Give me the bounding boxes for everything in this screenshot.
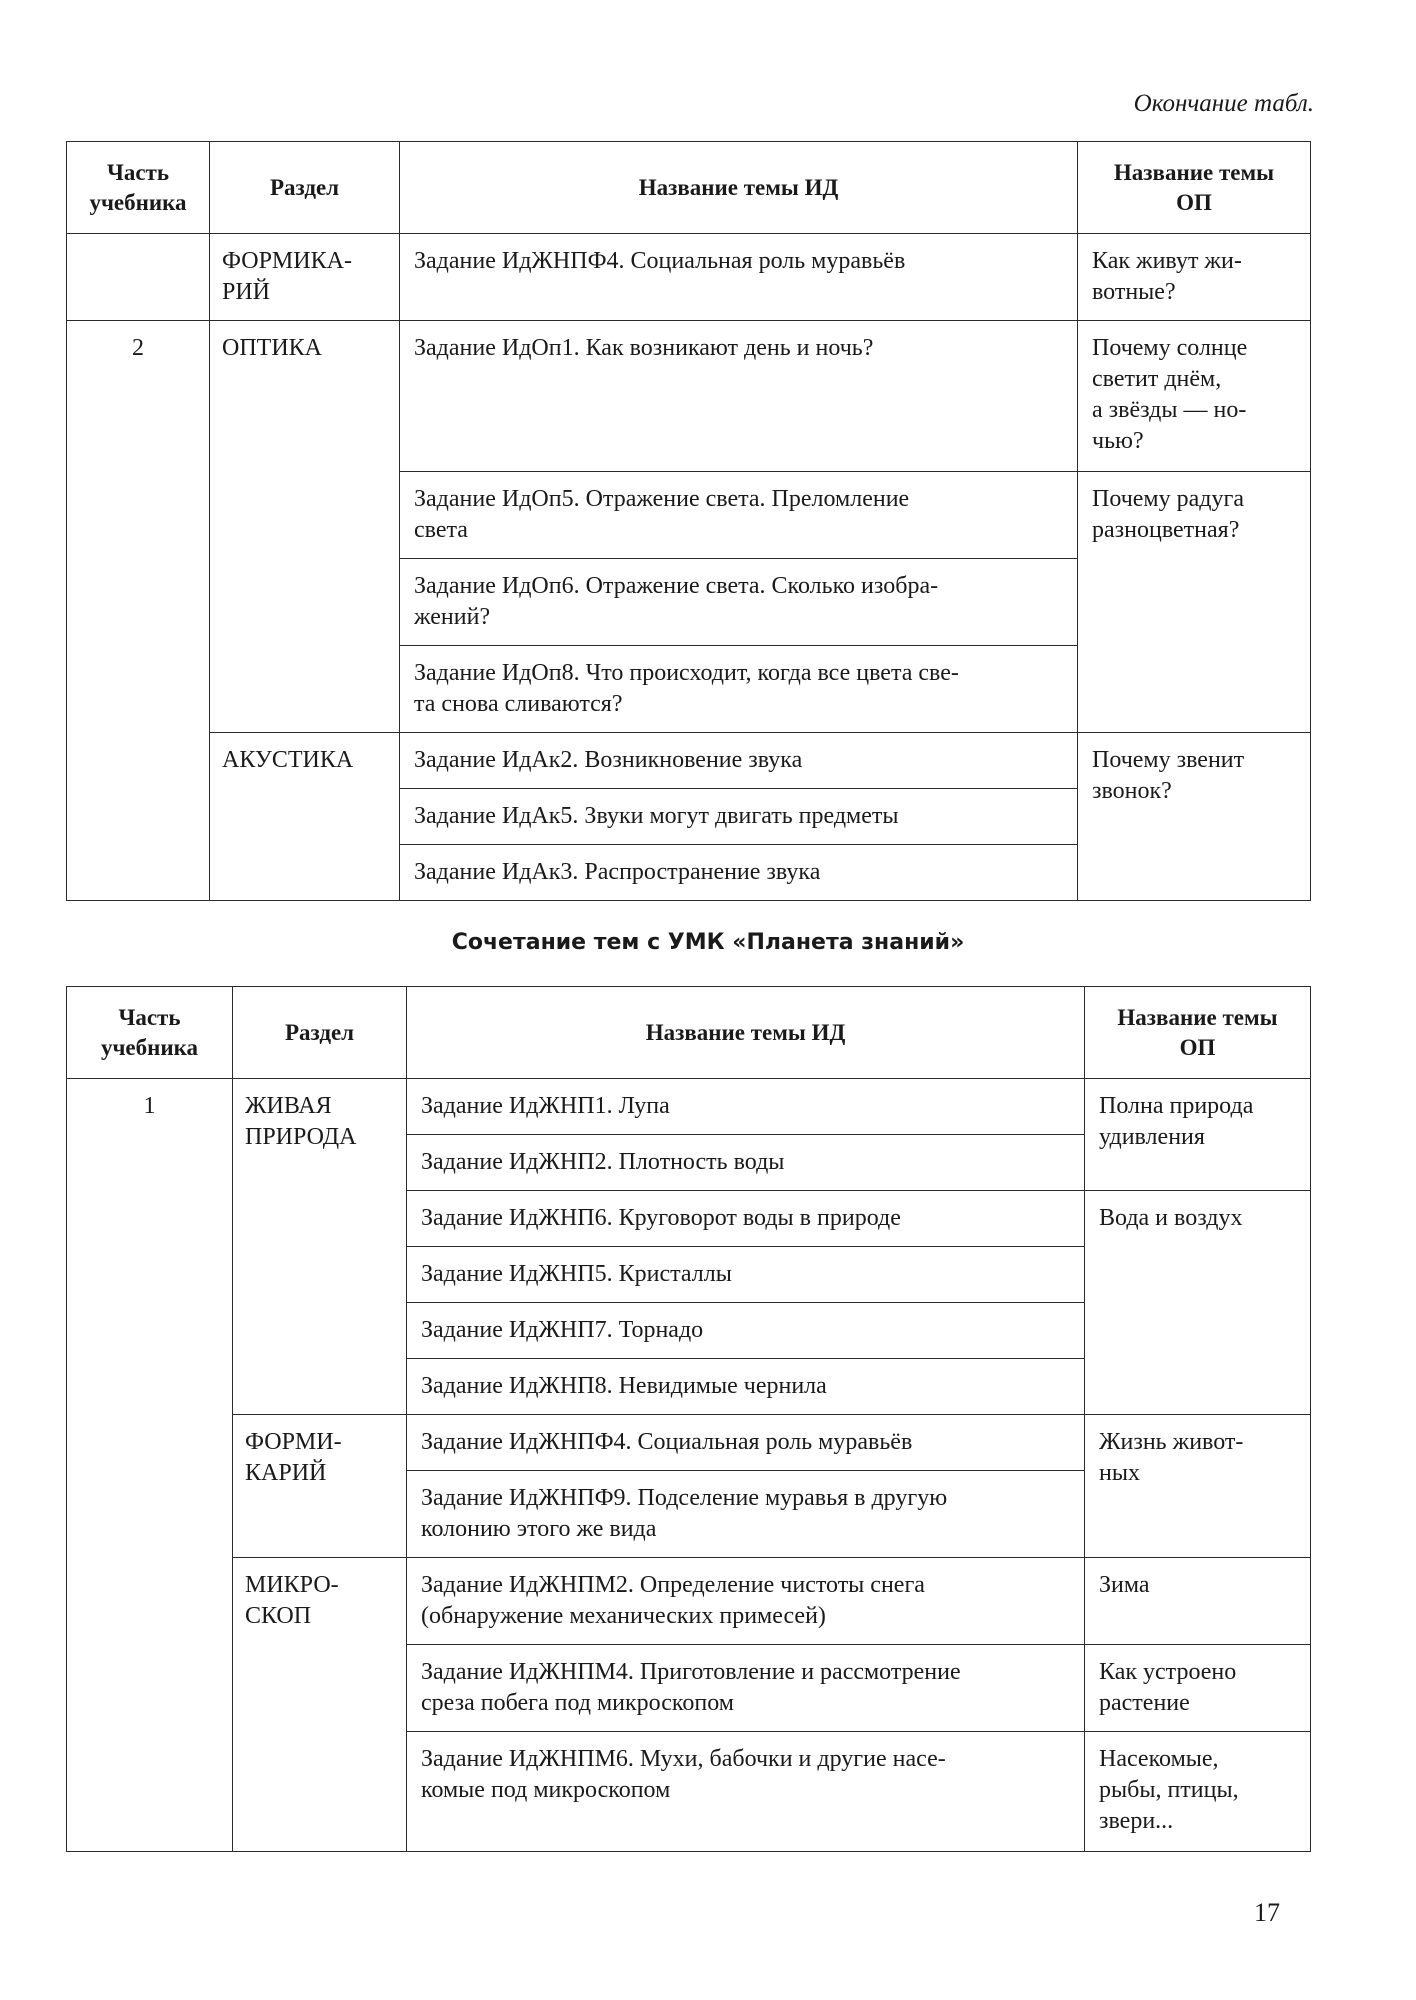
table-row <box>67 1415 1311 1471</box>
topic-cell: Задание ИдЖНП5. Кристаллы <box>407 1247 1085 1303</box>
op-cell: Насекомые, рыбы, птицы, звери... <box>1085 1732 1311 1852</box>
part-cell: 2 <box>67 321 210 901</box>
op-cell: Почему радуга разноцветная? <box>1078 472 1311 733</box>
header-op: Название темы ОП <box>1078 142 1311 234</box>
section-cell: ОПТИКА <box>210 321 400 733</box>
section-cell: АКУСТИКА <box>210 733 400 901</box>
topic-cell: Задание ИдОп1. Как возникают день и ночь? <box>400 321 1078 472</box>
table-header-row <box>67 142 1311 234</box>
header-section: Раздел <box>233 987 407 1079</box>
table-header-row <box>67 987 1311 1079</box>
op-cell: Жизнь живот- ных <box>1085 1415 1311 1558</box>
table-row <box>67 321 1311 472</box>
topic-cell: Задание ИдЖНП2. Плотность воды <box>407 1135 1085 1191</box>
section-title: Сочетание тем с УМК «Планета знаний» <box>451 930 965 955</box>
header-topic: Название темы ИД <box>400 142 1078 234</box>
table-continuation <box>66 141 1311 901</box>
topic-cell: Задание ИдОп6. Отражение света. Сколько изобра- жений? <box>400 559 1078 646</box>
part-cell <box>67 234 210 321</box>
op-cell: Зима <box>1085 1558 1311 1645</box>
topic-cell: Задание ИдЖНП1. Лупа <box>407 1079 1085 1135</box>
table-planeta-znaniy <box>66 986 1311 1852</box>
topic-cell: Задание ИдАк3. Распространение звука <box>400 845 1078 901</box>
part-cell: 1 <box>67 1079 233 1852</box>
topic-cell: Задание ИдОп5. Отражение света. Преломление света <box>400 472 1078 559</box>
table-row <box>67 733 1311 789</box>
header-section: Раздел <box>210 142 400 234</box>
topic-cell: Задание ИдЖНПФ9. Подселение муравья в другую колонию этого же вида <box>407 1471 1085 1558</box>
table-row <box>67 234 1311 321</box>
topic-cell: Задание ИдЖНПМ2. Определение чистоты снега (обнаружение механических примесей) <box>407 1558 1085 1645</box>
topic-cell: Задание ИдЖНП7. Торнадо <box>407 1303 1085 1359</box>
topic-cell: Задание ИдЖНПФ4. Социальная роль муравьёв <box>407 1415 1085 1471</box>
topic-cell: Задание ИдАк2. Возникновение звука <box>400 733 1078 789</box>
topic-cell: Задание ИдАк5. Звуки могут двигать предметы <box>400 789 1078 845</box>
header-part: Часть учебника <box>67 142 210 234</box>
section-cell: МИКРО- СКОП <box>233 1558 407 1852</box>
header-topic: Название темы ИД <box>407 987 1085 1079</box>
topic-cell: Задание ИдЖНПМ6. Мухи, бабочки и другие насе- комые под микроскопом <box>407 1732 1085 1852</box>
op-cell: Как устроено растение <box>1085 1645 1311 1732</box>
topic-cell: Задание ИдЖНПФ4. Социальная роль муравьёв <box>400 234 1078 321</box>
table-row <box>67 1079 1311 1135</box>
topic-cell: Задание ИдЖНП6. Круговорот воды в природе <box>407 1191 1085 1247</box>
section-cell: ЖИВАЯ ПРИРОДА <box>233 1079 407 1415</box>
topic-cell: Задание ИдОп8. Что происходит, когда все цвета све- та снова сливаются? <box>400 646 1078 733</box>
table-caption: Окончание табл. <box>1133 90 1314 117</box>
op-cell: Почему солнце светит днём, а звёзды — но- чью? <box>1078 321 1311 472</box>
section-cell: ФОРМИКА- РИЙ <box>210 234 400 321</box>
table-row <box>67 1558 1311 1645</box>
op-cell: Как живут жи- вотные? <box>1078 234 1311 321</box>
topic-cell: Задание ИдЖНПМ4. Приготовление и рассмотрение среза побега под микроскопом <box>407 1645 1085 1732</box>
header-part: Часть учебника <box>67 987 233 1079</box>
topic-cell: Задание ИдЖНП8. Невидимые чернила <box>407 1359 1085 1415</box>
header-op: Название темы ОП <box>1085 987 1311 1079</box>
op-cell: Полна природа удивления <box>1085 1079 1311 1191</box>
page-number: 17 <box>1254 1898 1280 1927</box>
op-cell: Почему звенит звонок? <box>1078 733 1311 901</box>
op-cell: Вода и воздух <box>1085 1191 1311 1415</box>
section-cell: ФОРМИ- КАРИЙ <box>233 1415 407 1558</box>
